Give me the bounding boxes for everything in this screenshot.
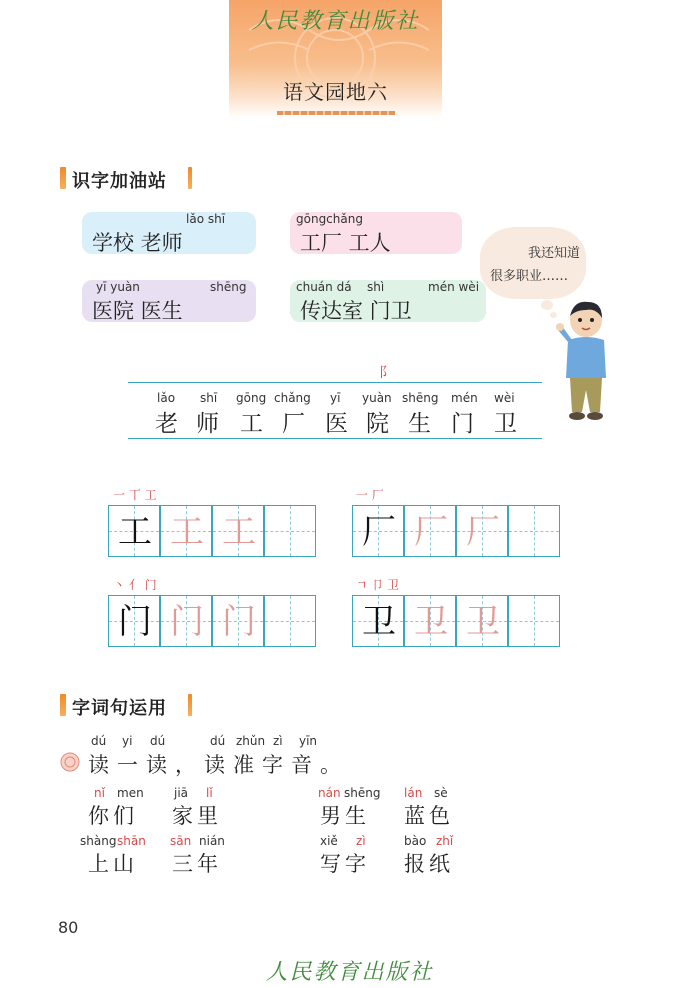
section-bar-left xyxy=(60,167,66,189)
grid-cell-wei-4[interactable] xyxy=(508,595,560,647)
pinyin-yiyuan: yī yuàn xyxy=(96,280,140,294)
pair4-py1: xiě xyxy=(320,834,338,848)
char-line-top xyxy=(128,382,542,383)
exercise-number-icon xyxy=(60,752,80,772)
publisher-logo-bottom: 人民教育出版社 xyxy=(265,960,434,985)
char-pinyin-4: chǎng xyxy=(274,391,311,405)
words-guard-room: 传达室 门卫 xyxy=(300,299,412,323)
instr-pinyin-3: dú xyxy=(150,734,166,748)
page-number: 80 xyxy=(58,918,79,937)
stroke-order-gong: 一 丅 工 xyxy=(113,488,157,502)
bubble-dot-large xyxy=(541,300,553,310)
char-pinyin-1: lǎo xyxy=(157,391,176,405)
pinyin-gongchang: gōngchǎng xyxy=(296,212,363,226)
pair2-word1: 男生 xyxy=(320,804,370,828)
pair2-py4: sè xyxy=(434,786,448,800)
pair3-py3: sān xyxy=(170,834,192,848)
pinyin-menwei: mén wèi xyxy=(428,280,480,294)
header-banner xyxy=(229,0,442,118)
bubble-line-2: 很多职业…… xyxy=(490,269,569,284)
char-2: 师 xyxy=(196,411,219,437)
pair1-word2: 家里 xyxy=(172,804,222,828)
instr-pinyin-6: zì xyxy=(273,734,283,748)
char-6: 院 xyxy=(366,411,389,437)
pair1-word1: 你们 xyxy=(88,804,138,828)
bubble-line-1: 我还知道 xyxy=(528,246,581,261)
instr-pinyin-4: dú xyxy=(210,734,226,748)
char-pinyin-9: wèi xyxy=(494,391,515,405)
title-underline xyxy=(277,111,395,115)
pair2-py1: nán xyxy=(318,786,341,800)
pair4-py2: zì xyxy=(356,834,366,848)
words-school-teacher: 学校 老师 xyxy=(92,231,183,255)
stroke-order-chang: 一 厂 xyxy=(356,488,384,502)
char-pinyin-7: shēng xyxy=(402,391,439,405)
grid-cell-chang-3: 厂 xyxy=(456,505,508,557)
section-bar-right xyxy=(188,167,192,189)
grid-cell-men-3: 门 xyxy=(212,595,264,647)
stroke-hint-radical: ⻏ xyxy=(373,365,387,381)
pinyin-sheng: shēng xyxy=(210,280,247,294)
publisher-logo-top: 人民教育出版社 xyxy=(251,9,420,34)
grid-cell-chang-4[interactable] xyxy=(508,505,560,557)
char-7: 生 xyxy=(408,411,431,437)
pair4-py4: zhǐ xyxy=(436,834,454,848)
pair1-py4: lǐ xyxy=(206,786,213,800)
pair2-py3: lán xyxy=(404,786,423,800)
grid-cell-wei-1: 卫 xyxy=(352,595,404,647)
instr-pinyin-7: yīn xyxy=(299,734,318,748)
section-heading-usage: 字词句运用 xyxy=(72,698,167,719)
char-9: 卫 xyxy=(494,411,517,437)
grid-cell-gong-2: 工 xyxy=(160,505,212,557)
char-4: 厂 xyxy=(282,411,305,437)
pair1-py1: nǐ xyxy=(94,786,105,800)
char-pinyin-6: yuàn xyxy=(362,391,392,405)
pair3-py1: shàng xyxy=(80,834,117,848)
pair4-py3: bào xyxy=(404,834,427,848)
pair3-py2: shān xyxy=(117,834,146,848)
words-factory-worker: 工厂 工人 xyxy=(300,231,391,255)
pair3-word2: 三年 xyxy=(172,852,222,876)
pair2-py2: shēng xyxy=(344,786,381,800)
char-pinyin-3: gōng xyxy=(236,391,267,405)
grid-cell-gong-3: 工 xyxy=(212,505,264,557)
grid-cell-wei-2: 卫 xyxy=(404,595,456,647)
grid-cell-chang-1: 厂 xyxy=(352,505,404,557)
instr-pinyin-1: dú xyxy=(91,734,107,748)
instr-pinyin-2: yi xyxy=(122,734,133,748)
char-pinyin-2: shī xyxy=(200,391,218,405)
pinyin-shi: shì xyxy=(367,280,385,294)
char-pinyin-5: yī xyxy=(330,391,341,405)
instruction-text: 读一读，读准字音。 xyxy=(88,753,349,777)
section-heading-literacy: 识字加油站 xyxy=(72,171,167,192)
char-pinyin-8: mén xyxy=(451,391,478,405)
pair1-py2: men xyxy=(117,786,144,800)
pinyin-chuanda: chuán dá xyxy=(296,280,352,294)
pair1-py3: jiā xyxy=(174,786,189,800)
char-line-bottom xyxy=(128,438,542,439)
char-1: 老 xyxy=(155,411,178,437)
grid-cell-gong-1: 工 xyxy=(108,505,160,557)
grid-cell-gong-4[interactable] xyxy=(264,505,316,557)
pair4-word2: 报纸 xyxy=(404,852,454,876)
char-5: 医 xyxy=(325,411,348,437)
grid-cell-men-2: 门 xyxy=(160,595,212,647)
pair3-word1: 上山 xyxy=(88,852,138,876)
grid-cell-men-1: 门 xyxy=(108,595,160,647)
stroke-order-wei: ㄱ 卩 卫 xyxy=(356,578,400,592)
boy-illustration xyxy=(556,300,616,424)
char-3: 工 xyxy=(240,411,263,437)
pair4-word1: 写字 xyxy=(320,852,370,876)
speech-bubble xyxy=(480,227,586,299)
grid-cell-men-4[interactable] xyxy=(264,595,316,647)
grid-cell-chang-2: 厂 xyxy=(404,505,456,557)
grid-cell-wei-3: 卫 xyxy=(456,595,508,647)
section-bar-left-2 xyxy=(60,694,66,716)
pair3-py4: nián xyxy=(199,834,225,848)
stroke-order-men: 丶 亻 门 xyxy=(113,578,157,592)
char-8: 门 xyxy=(451,411,474,437)
section-bar-right-2 xyxy=(188,694,192,716)
page-title: 语文园地六 xyxy=(283,80,388,104)
pair2-word2: 蓝色 xyxy=(404,804,454,828)
instr-pinyin-5: zhǔn xyxy=(236,734,266,748)
words-hospital-doctor: 医院 医生 xyxy=(92,299,183,323)
pinyin-laoshi: lǎo shī xyxy=(186,212,226,226)
